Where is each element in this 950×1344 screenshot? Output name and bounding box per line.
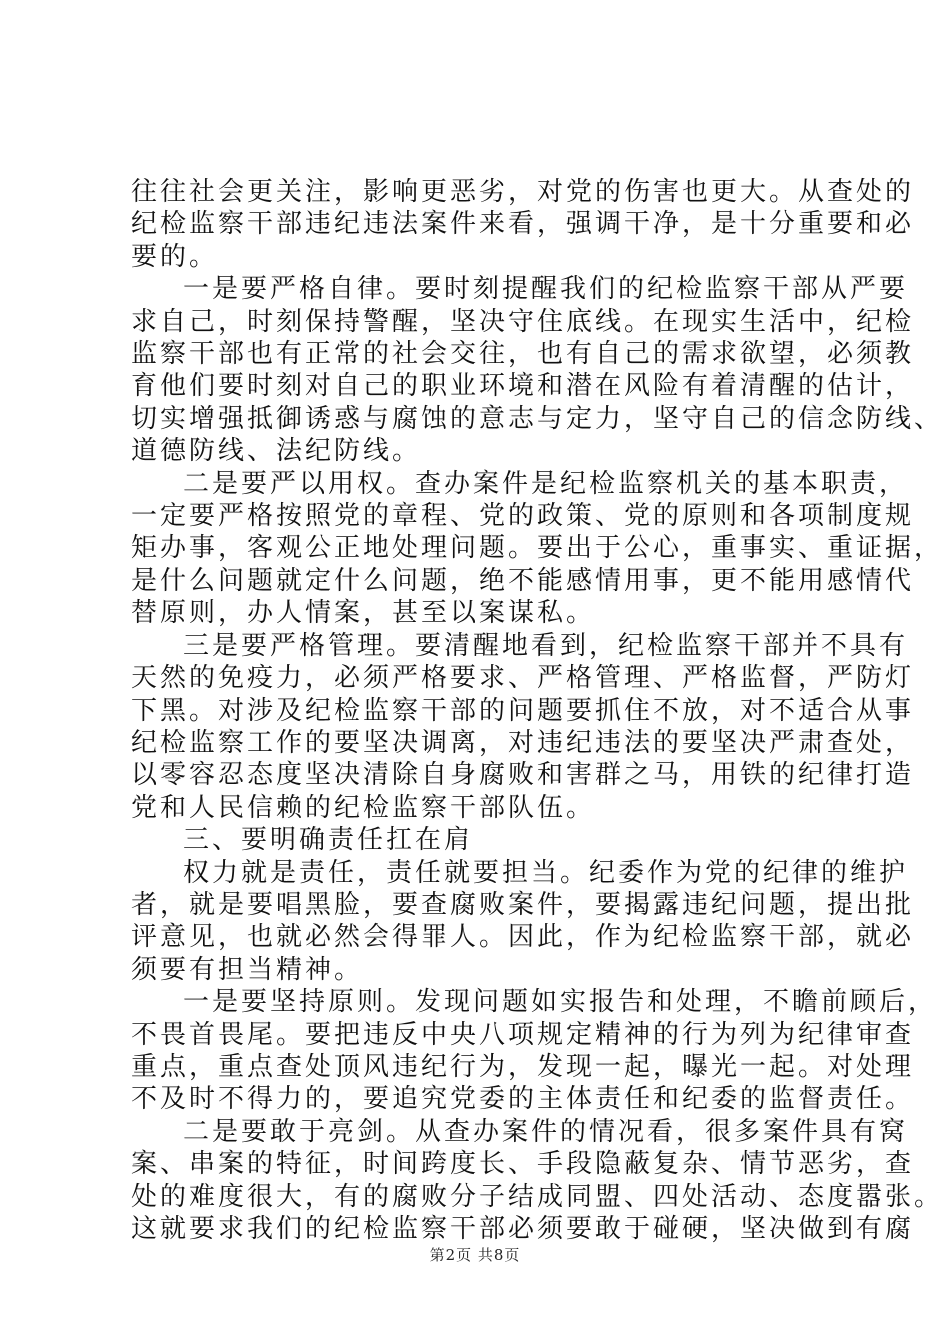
text-line: 二是要严以用权。查办案件是纪检监察机关的基本职责， [183, 468, 909, 499]
text-line: 一是要坚持原则。发现问题如实报告和处理，不瞻前顾后， [183, 987, 938, 1018]
text-line: 一是要严格自律。要时刻提醒我们的纪检监察干部从严要 [183, 274, 909, 305]
text-line: 监察干部也有正常的社会交往，也有自己的需求欲望，必须教 [131, 339, 915, 370]
paragraph [131, 468, 944, 630]
paragraph [131, 176, 915, 273]
text-line: 替原则，办人情案，甚至以案谋私。 [131, 598, 596, 629]
text-line: 须要有担当精神。 [131, 954, 364, 985]
section-heading [131, 824, 831, 856]
paragraph [131, 986, 938, 1116]
text-line: 党和人民信赖的纪检监察干部队伍。 [131, 792, 596, 823]
text-line: 不及时不得力的，要追究党委的主体责任和纪委的监督责任。 [131, 1084, 915, 1115]
text-line: 育他们要时刻对自己的职业环境和潜在风险有着清醒的估计， [131, 371, 915, 402]
text-line: 是什么问题就定什么问题，绝不能感情用事，更不能用感情代 [131, 565, 915, 596]
page-footer [0, 1244, 950, 1265]
text-line: 要的。 [131, 241, 219, 272]
text-line: 纪检监察工作的要坚决调离，对违纪违法的要坚决严肃查处， [131, 727, 915, 758]
text-line: 矩办事，客观公正地处理问题。要出于公心，重事实、重证据， [131, 533, 944, 564]
text-line: 三是要严格管理。要清醒地看到，纪检监察干部并不具有 [183, 630, 909, 661]
text-line: 纪检监察干部违纪违法案件来看，强调干净，是十分重要和必 [131, 209, 915, 240]
text-line: 处的难度很大，有的腐败分子结成同盟、四处活动、态度嚣张。 [131, 1181, 944, 1212]
text-line: 案、串案的特征，时间跨度长、手段隐蔽复杂、情节恶劣，查 [131, 1149, 915, 1180]
paragraph [131, 630, 915, 824]
text-line: 往往社会更关注，影响更恶劣，对党的伤害也更大。从查处的 [131, 177, 915, 207]
text-line: 道德防线、法纪防线。 [131, 436, 422, 467]
text-line: 求自己，时刻保持警醒，坚决守住底线。在现实生活中，纪检 [131, 306, 915, 337]
document-body [131, 176, 944, 1245]
paragraph [131, 857, 915, 987]
text-line: 天然的免疫力，必须严格要求、严格管理、严格监督，严防灯 [131, 663, 915, 694]
page-number-label: 第2页 共8页 [429, 1246, 521, 1264]
text-line: 权力就是责任，责任就要担当。纪委作为党的纪律的维护 [183, 857, 909, 888]
paragraph [131, 273, 944, 467]
text-line: 者，就是要唱黑脸，要查腐败案件，要揭露违纪问题，提出批 [131, 889, 915, 920]
text-line: 一定要严格按照党的章程、党的政策、党的原则和各项制度规 [131, 501, 915, 532]
text-line: 不畏首畏尾。要把违反中央八项规定精神的行为列为纪律审查 [131, 1019, 915, 1050]
text-line: 下黑。对涉及纪检监察干部的问题要抓住不放，对不适合从事 [131, 695, 915, 726]
heading-line: 三、要明确责任扛在肩 [183, 825, 474, 856]
text-line: 评意见，也就必然会得罪人。因此，作为纪检监察干部，就必 [131, 922, 915, 953]
text-line: 切实增强抵御诱惑与腐蚀的意志与定力，坚守自己的信念防线、 [131, 403, 944, 434]
paragraph [131, 1116, 944, 1246]
text-line: 以零容忍态度坚决清除自身腐败和害群之马，用铁的纪律打造 [131, 760, 915, 791]
text-line: 重点，重点查处顶风违纪行为，发现一起，曝光一起。对处理 [131, 1051, 915, 1082]
text-line: 这就要求我们的纪检监察干部必须要敢于碰硬，坚决做到有腐 [131, 1214, 915, 1244]
text-line: 二是要敢于亮剑。从查办案件的情况看，很多案件具有窝 [183, 1116, 909, 1147]
